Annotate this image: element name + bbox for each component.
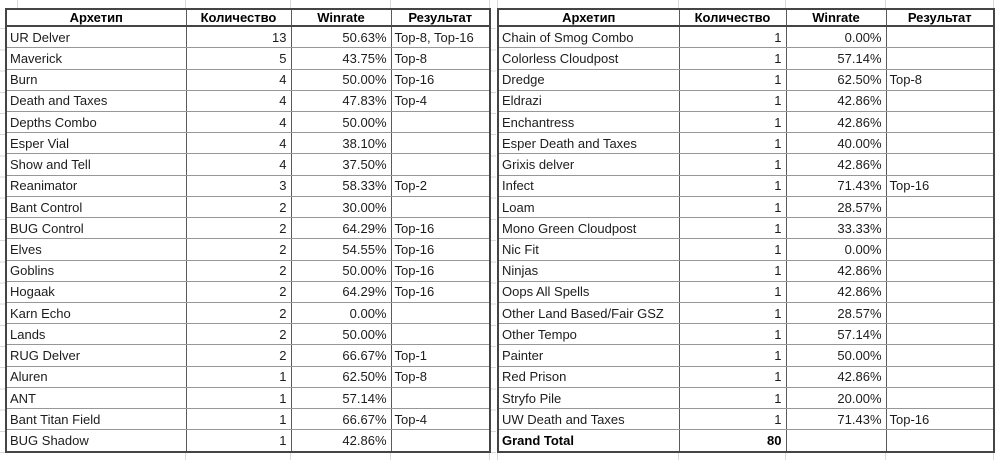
gridline-stub	[290, 453, 291, 460]
gridline-stub	[17, 0, 18, 8]
cell-archetype: Goblins	[6, 260, 186, 281]
cell-result	[886, 260, 994, 281]
cell-result	[391, 387, 490, 408]
cell-result: Top-8	[391, 366, 490, 387]
cell-count: 4	[186, 90, 291, 111]
table-row	[6, 260, 490, 281]
cell-result	[886, 324, 994, 345]
gridline-stub	[390, 0, 391, 8]
cell-result	[391, 303, 490, 324]
cell-count: 1	[679, 175, 786, 196]
cell-result	[886, 366, 994, 387]
table-row	[498, 90, 994, 111]
table-row	[6, 196, 490, 217]
cell-archetype: UW Death and Taxes	[498, 409, 679, 430]
cell-count: 1	[679, 218, 786, 239]
cell-archetype: Dredge	[498, 69, 679, 90]
cell-winrate: 37.50%	[291, 154, 391, 175]
cell-winrate: 38.10%	[291, 133, 391, 154]
table-row	[498, 196, 994, 217]
cell-result: Top-16	[391, 239, 490, 260]
gridline-stub	[678, 0, 679, 8]
cell-count: 2	[186, 218, 291, 239]
cell-count: 1	[679, 90, 786, 111]
cell-result: Top-8	[391, 48, 490, 69]
cell-result	[391, 112, 490, 133]
cell-winrate: 28.57%	[786, 196, 886, 217]
cell-count: 1	[679, 133, 786, 154]
cell-winrate: 20.00%	[786, 387, 886, 408]
table-row	[498, 218, 994, 239]
cell-count: 2	[186, 345, 291, 366]
column-header-archetype: Архетип	[498, 9, 679, 26]
cell-count: 4	[186, 69, 291, 90]
cell-winrate: 64.29%	[291, 281, 391, 302]
header-row	[6, 9, 490, 26]
column-header-winrate: Winrate	[786, 9, 886, 26]
cell-archetype: Show and Tell	[6, 154, 186, 175]
column-header-result: Результат	[886, 9, 994, 26]
cell-count: 1	[679, 345, 786, 366]
table-row	[6, 387, 490, 408]
gridline-stub	[885, 0, 886, 8]
cell-result: Top-1	[391, 345, 490, 366]
column-header-archetype: Архетип	[6, 9, 186, 26]
cell-result	[391, 133, 490, 154]
cell-count: 13	[186, 26, 291, 48]
cell-winrate: 66.67%	[291, 409, 391, 430]
cell-archetype: Hogaak	[6, 281, 186, 302]
grand-total-row	[498, 430, 994, 452]
cell-archetype: Painter	[498, 345, 679, 366]
cell-winrate: 33.33%	[786, 218, 886, 239]
cell-count: 1	[679, 112, 786, 133]
cell-count: 1	[679, 69, 786, 90]
cell-result	[886, 48, 994, 69]
cell-count: 4	[186, 133, 291, 154]
cell-winrate: 71.43%	[786, 175, 886, 196]
cell-winrate: 42.86%	[786, 281, 886, 302]
cell-result: Top-8	[886, 69, 994, 90]
table-row	[498, 260, 994, 281]
cell-result	[391, 196, 490, 217]
cell-count: 2	[186, 260, 291, 281]
total-cell-count: 80	[679, 430, 786, 452]
cell-result: Top-16	[391, 281, 490, 302]
cell-count: 2	[186, 324, 291, 345]
cell-winrate: 50.00%	[291, 69, 391, 90]
table-row	[498, 26, 994, 48]
cell-archetype: UR Delver	[6, 26, 186, 48]
cell-winrate: 42.86%	[786, 112, 886, 133]
cell-winrate: 50.00%	[291, 112, 391, 133]
table-row	[6, 324, 490, 345]
cell-archetype: Mono Green Cloudpost	[498, 218, 679, 239]
cell-count: 2	[186, 196, 291, 217]
cell-count: 1	[679, 239, 786, 260]
cell-result	[886, 345, 994, 366]
cell-archetype: Other Tempo	[498, 324, 679, 345]
cell-count: 1	[679, 387, 786, 408]
cell-archetype: Bant Titan Field	[6, 409, 186, 430]
cell-winrate: 58.33%	[291, 175, 391, 196]
cell-archetype: ANT	[6, 387, 186, 408]
cell-result	[886, 281, 994, 302]
cell-result	[886, 196, 994, 217]
table-row	[498, 154, 994, 175]
table-row	[6, 90, 490, 111]
cell-winrate: 43.75%	[291, 48, 391, 69]
gridline-stub	[489, 453, 490, 460]
cell-result	[391, 154, 490, 175]
table-row	[498, 48, 994, 69]
gridline-stub	[497, 453, 498, 460]
table-row	[6, 133, 490, 154]
cell-count: 2	[186, 303, 291, 324]
cell-archetype: Eldrazi	[498, 90, 679, 111]
cell-winrate: 66.67%	[291, 345, 391, 366]
cell-archetype: Burn	[6, 69, 186, 90]
cell-winrate: 57.14%	[786, 324, 886, 345]
table-row	[498, 175, 994, 196]
cell-archetype: RUG Delver	[6, 345, 186, 366]
cell-archetype: Esper Death and Taxes	[498, 133, 679, 154]
cell-archetype: Loam	[498, 196, 679, 217]
column-header-result: Результат	[391, 9, 490, 26]
cell-count: 1	[186, 387, 291, 408]
table-row	[498, 303, 994, 324]
cell-archetype: Depths Combo	[6, 112, 186, 133]
cell-winrate: 50.00%	[291, 324, 391, 345]
cell-result	[886, 112, 994, 133]
total-cell-winrate	[786, 430, 886, 452]
gridline-stub	[489, 0, 490, 8]
table-row	[6, 281, 490, 302]
total-cell-archetype: Grand Total	[498, 430, 679, 452]
cell-archetype: Lands	[6, 324, 186, 345]
cell-archetype: Other Land Based/Fair GSZ	[498, 303, 679, 324]
cell-result: Top-16	[391, 260, 490, 281]
archetype-table-right	[497, 8, 995, 453]
table-row	[6, 154, 490, 175]
cell-count: 2	[186, 281, 291, 302]
gridline-stub	[993, 0, 994, 8]
cell-archetype: Red Prison	[498, 366, 679, 387]
cell-count: 1	[186, 430, 291, 452]
column-header-count: Количество	[186, 9, 291, 26]
cell-archetype: Reanimator	[6, 175, 186, 196]
cell-archetype: Ninjas	[498, 260, 679, 281]
cell-count: 1	[679, 303, 786, 324]
cell-archetype: Grixis delver	[498, 154, 679, 175]
gridline-stub	[497, 0, 498, 8]
cell-winrate: 42.86%	[786, 366, 886, 387]
table-row	[6, 175, 490, 196]
cell-result: Top-8, Top-16	[391, 26, 490, 48]
cell-count: 1	[679, 366, 786, 387]
cell-winrate: 57.14%	[291, 387, 391, 408]
cell-count: 1	[679, 154, 786, 175]
cell-count: 3	[186, 175, 291, 196]
gridline-stub	[678, 453, 679, 460]
table-row	[498, 281, 994, 302]
cell-winrate: 42.86%	[786, 260, 886, 281]
cell-count: 1	[679, 26, 786, 48]
cell-result	[886, 133, 994, 154]
cell-winrate: 30.00%	[291, 196, 391, 217]
cell-result: Top-2	[391, 175, 490, 196]
table-row	[6, 409, 490, 430]
table-row	[498, 133, 994, 154]
cell-count: 1	[679, 260, 786, 281]
cell-archetype: Chain of Smog Combo	[498, 26, 679, 48]
cell-archetype: Esper Vial	[6, 133, 186, 154]
cell-winrate: 57.14%	[786, 48, 886, 69]
cell-winrate: 28.57%	[786, 303, 886, 324]
cell-winrate: 40.00%	[786, 133, 886, 154]
cell-archetype: Enchantress	[498, 112, 679, 133]
cell-count: 1	[679, 196, 786, 217]
gridline-stub	[993, 453, 994, 460]
table-row	[498, 112, 994, 133]
gridline-stub	[785, 453, 786, 460]
cell-result	[886, 239, 994, 260]
cell-count: 1	[679, 281, 786, 302]
cell-winrate: 42.86%	[786, 154, 886, 175]
cell-count: 1	[186, 409, 291, 430]
cell-result	[391, 430, 490, 452]
cell-winrate: 71.43%	[786, 409, 886, 430]
cell-winrate: 62.50%	[291, 366, 391, 387]
column-header-winrate: Winrate	[291, 9, 391, 26]
cell-winrate: 0.00%	[786, 26, 886, 48]
cell-result	[886, 387, 994, 408]
header-row	[498, 9, 994, 26]
cell-result: Top-16	[886, 175, 994, 196]
table-row	[6, 69, 490, 90]
cell-archetype: Oops All Spells	[498, 281, 679, 302]
cell-archetype: Bant Control	[6, 196, 186, 217]
cell-archetype: Stryfo Pile	[498, 387, 679, 408]
cell-count: 4	[186, 154, 291, 175]
gridline-stub	[390, 453, 391, 460]
cell-archetype: Death and Taxes	[6, 90, 186, 111]
cell-winrate: 50.00%	[291, 260, 391, 281]
table-row	[6, 303, 490, 324]
table-row	[498, 387, 994, 408]
cell-result: Top-16	[886, 409, 994, 430]
table-row	[498, 366, 994, 387]
cell-archetype: Maverick	[6, 48, 186, 69]
cell-archetype: Aluren	[6, 366, 186, 387]
cell-winrate: 54.55%	[291, 239, 391, 260]
cell-winrate: 42.86%	[786, 90, 886, 111]
cell-winrate: 62.50%	[786, 69, 886, 90]
cell-result: Top-4	[391, 409, 490, 430]
table-row	[498, 239, 994, 260]
cell-count: 5	[186, 48, 291, 69]
cell-count: 1	[186, 366, 291, 387]
table-row	[498, 69, 994, 90]
cell-count: 4	[186, 112, 291, 133]
archetype-table-left	[5, 8, 491, 453]
cell-result	[886, 154, 994, 175]
cell-archetype: Elves	[6, 239, 186, 260]
total-cell-result	[886, 430, 994, 452]
table-row	[6, 26, 490, 48]
cell-count: 1	[679, 48, 786, 69]
cell-winrate: 0.00%	[291, 303, 391, 324]
cell-winrate: 64.29%	[291, 218, 391, 239]
table-row	[6, 239, 490, 260]
cell-result	[886, 90, 994, 111]
table-row	[498, 324, 994, 345]
cell-winrate: 50.00%	[786, 345, 886, 366]
cell-count: 2	[186, 239, 291, 260]
cell-result: Top-16	[391, 69, 490, 90]
cell-count: 1	[679, 409, 786, 430]
gridline-stub	[885, 453, 886, 460]
gridline-stub	[290, 0, 291, 8]
table-row	[498, 345, 994, 366]
cell-winrate: 0.00%	[786, 239, 886, 260]
column-header-count: Количество	[679, 9, 786, 26]
table-row	[6, 48, 490, 69]
cell-count: 1	[679, 324, 786, 345]
gridline-stub	[785, 0, 786, 8]
table-row	[6, 430, 490, 452]
cell-result: Top-16	[391, 218, 490, 239]
cell-winrate: 50.63%	[291, 26, 391, 48]
cell-result	[391, 324, 490, 345]
cell-result	[886, 303, 994, 324]
cell-result	[886, 26, 994, 48]
table-row	[6, 366, 490, 387]
gridline-stub	[185, 0, 186, 8]
cell-winrate: 47.83%	[291, 90, 391, 111]
gridline-stub	[185, 453, 186, 460]
cell-archetype: Infect	[498, 175, 679, 196]
cell-result: Top-4	[391, 90, 490, 111]
cell-archetype: BUG Control	[6, 218, 186, 239]
table-row	[498, 409, 994, 430]
table-row	[6, 345, 490, 366]
cell-result	[886, 218, 994, 239]
table-row	[6, 112, 490, 133]
table-row	[6, 218, 490, 239]
cell-archetype: Karn Echo	[6, 303, 186, 324]
cell-archetype: Colorless Cloudpost	[498, 48, 679, 69]
cell-winrate: 42.86%	[291, 430, 391, 452]
cell-archetype: Nic Fit	[498, 239, 679, 260]
cell-archetype: BUG Shadow	[6, 430, 186, 452]
